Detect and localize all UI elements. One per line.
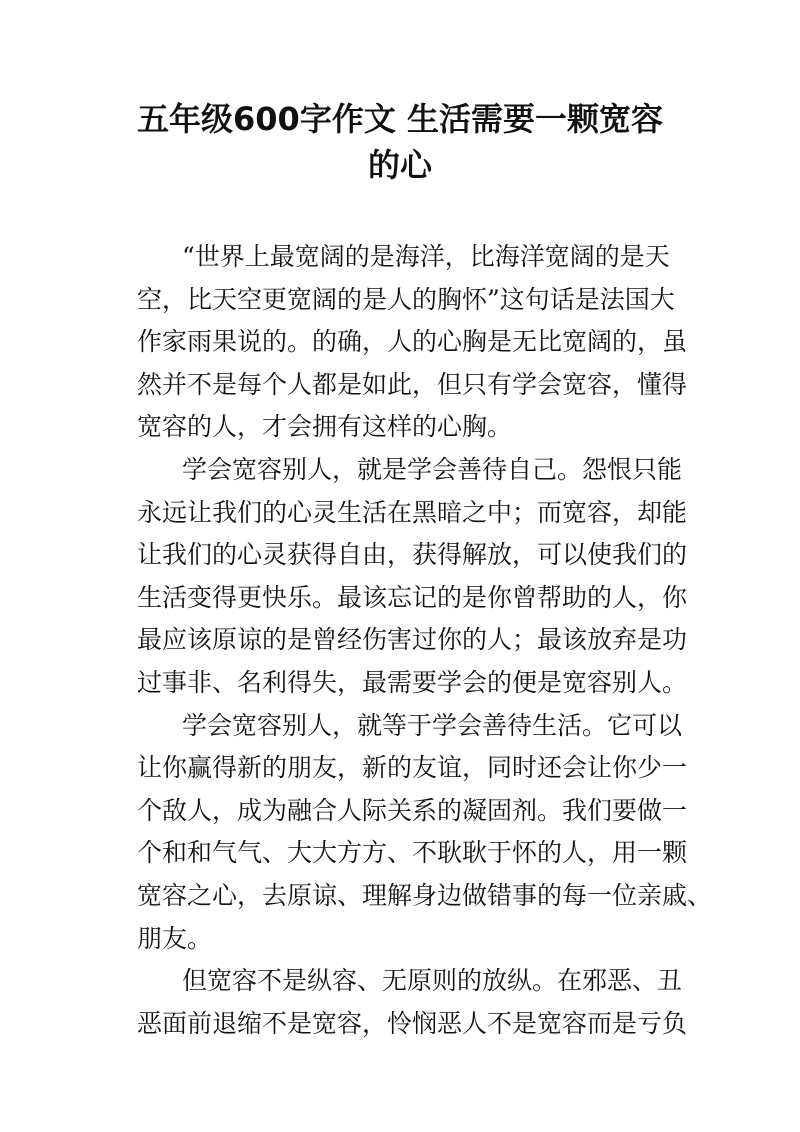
text-line: 朋友。 xyxy=(137,923,213,953)
text-line: 最应该原谅的是曾经伤害过你的人；最该放弃是功 xyxy=(137,625,688,655)
text-line: 然并不是每个人都是如此，但只有学会宽容，懂得 xyxy=(137,369,688,399)
document-body xyxy=(137,236,713,1045)
text-line: 让你赢得新的朋友，新的友谊，同时还会让你少一 xyxy=(137,753,688,783)
paragraph-2 xyxy=(137,449,688,705)
paragraph-3 xyxy=(137,705,713,961)
text-line: 永远让我们的心灵生活在黑暗之中；而宽容，却能 xyxy=(137,497,688,527)
text-line: 但宽容不是纵容、无原则的放纵。在邪恶、丑 xyxy=(182,966,683,996)
text-line: 个敌人，成为融合人际关系的凝固剂。我们要做一 xyxy=(137,795,688,825)
text-line: 生活变得更快乐。最该忘记的是你曾帮助的人，你 xyxy=(137,582,688,612)
text-line: 恶面前退缩不是宽容，怜悯恶人不是宽容而是亏负 xyxy=(137,1008,688,1038)
text-line: 宽容之心，去原谅、理解身边做错事的每一位亲戚、 xyxy=(137,880,713,910)
title-line: 五年级600字作文 生活需要一颗宽容 xyxy=(137,100,663,138)
text-line: 空，比天空更宽阔的是人的胸怀”这句话是法国大 xyxy=(137,284,675,314)
text-line: 学会宽容别人，就是学会善待自己。怨恨只能 xyxy=(182,454,683,484)
text-line: 宽容的人，才会拥有这样的心胸。 xyxy=(137,412,513,442)
text-line: 作家雨果说的。的确，人的心胸是无比宽阔的，虽 xyxy=(137,327,688,357)
paragraph-1 xyxy=(137,236,688,449)
text-line: “世界上最宽阔的是海洋，比海洋宽阔的是天 xyxy=(182,242,670,271)
text-line: 个和和气气、大大方方、不耿耿于怀的人，用一颗 xyxy=(137,838,688,868)
document-title xyxy=(100,96,700,188)
paragraph-4 xyxy=(137,960,688,1045)
text-line: 过事非、名利得失，最需要学会的便是宽容别人。 xyxy=(137,667,688,697)
title-line: 的心 xyxy=(367,146,432,184)
text-line: 学会宽容别人，就等于学会善待生活。它可以 xyxy=(182,710,683,740)
text-line: 让我们的心灵获得自由，获得解放，可以使我们的 xyxy=(137,540,688,570)
